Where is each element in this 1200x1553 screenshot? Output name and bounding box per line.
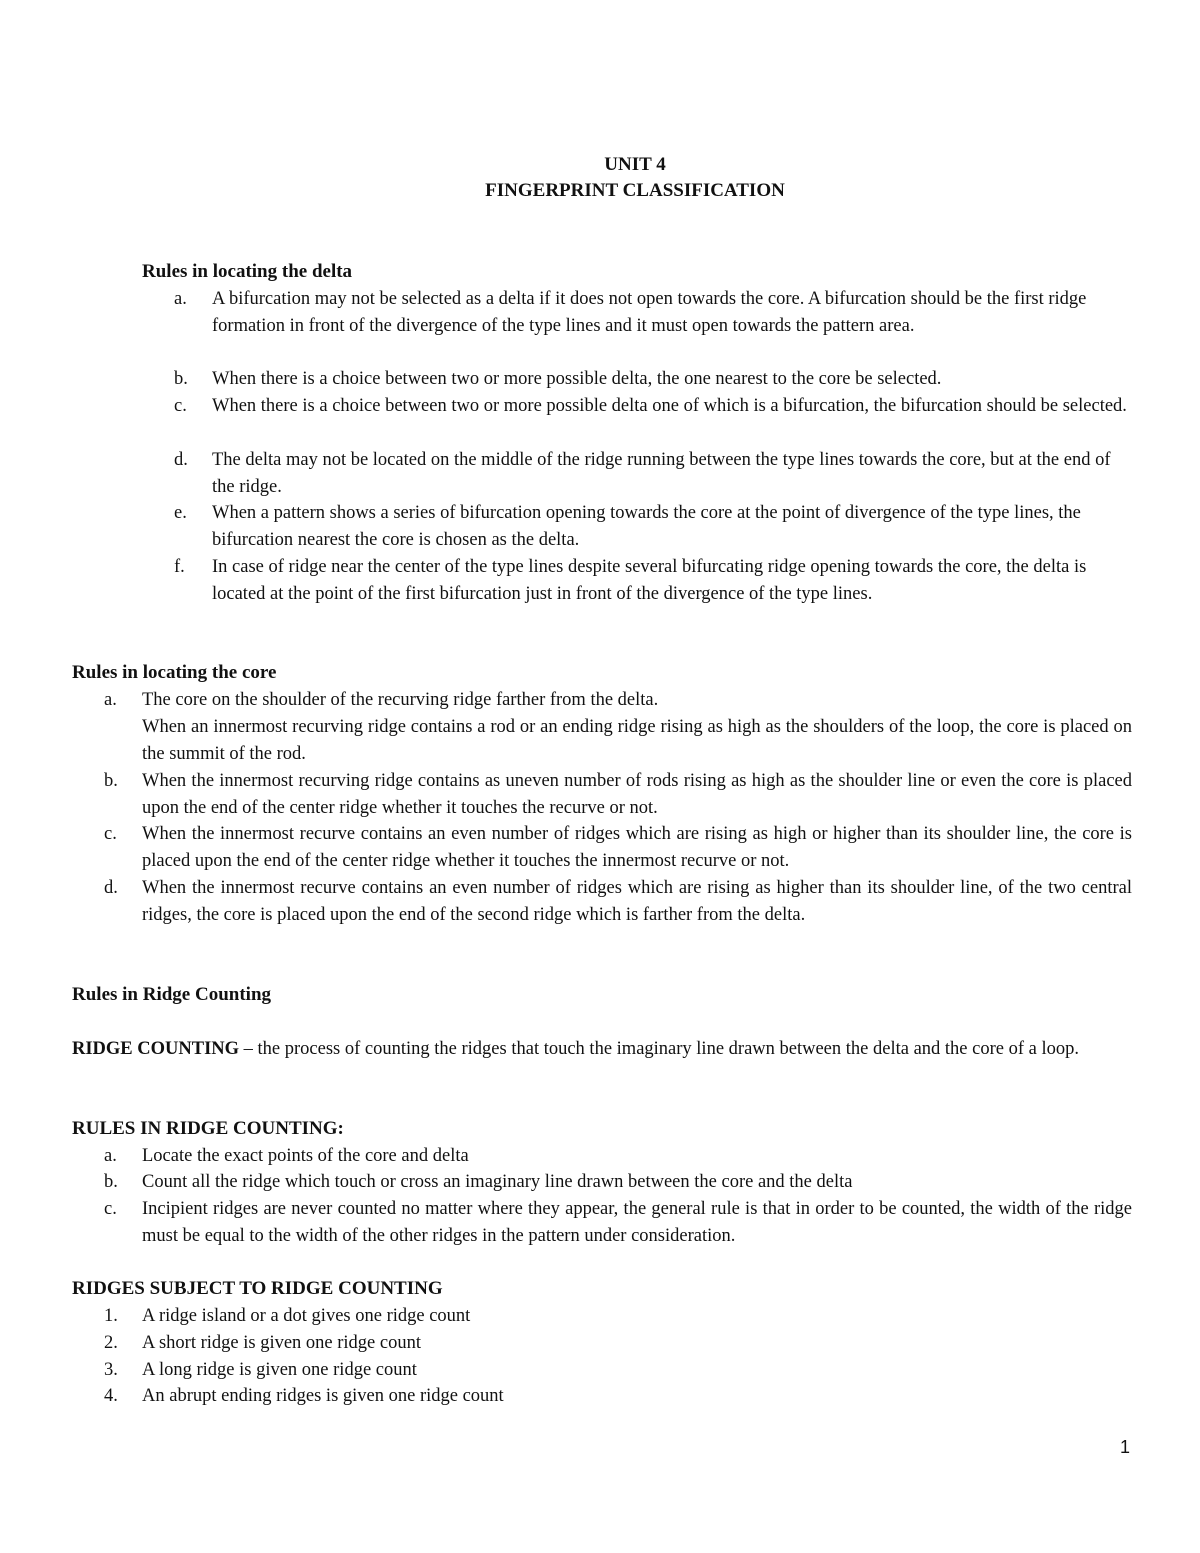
- list-text: A long ridge is given one ridge count: [142, 1360, 417, 1380]
- list-text: Locate the exact points of the core and delta: [142, 1146, 469, 1166]
- list-text: The core on the shoulder of the recurving ridge farther from the delta.: [142, 690, 659, 710]
- list-marker: e.: [174, 503, 187, 523]
- list-text: When the innermost recurve contains an even number of ridges which are rising as higher than its shoulder line, of the two central ridges, the core is placed upon the end of the second ridge which is farther from the delta.: [142, 878, 1132, 925]
- list-marker: c.: [104, 824, 117, 844]
- page-title: FINGERPRINT CLASSIFICATION: [485, 180, 785, 201]
- list-text: Incipient ridges are never counted no matter where they appear, the general rule is that in order to be counted, the width of the ridge must be equal to the width of the other ridges in the pattern under consideration.: [142, 1199, 1132, 1246]
- list-marker: 2.: [104, 1333, 118, 1353]
- list-text: When an innermost recurving ridge contains a rod or an ending ridge rising as high as the shoulders of the loop, the core is placed on the summit of the rod.: [142, 717, 1132, 764]
- list-marker: 1.: [104, 1306, 118, 1326]
- list-text: When a pattern shows a series of bifurcation opening towards the core at the point of divergence of the type lines, the bifurcation nearest the core is chosen as the delta.: [212, 503, 1081, 550]
- list-marker: a.: [104, 690, 117, 710]
- list-text: The delta may not be located on the middle of the ridge running between the type lines towards the core, but at the end of the ridge.: [212, 450, 1111, 497]
- list-marker: b.: [104, 1172, 118, 1192]
- definition-term: RIDGE COUNTING: [72, 1039, 240, 1059]
- list-marker: b.: [104, 771, 118, 791]
- unit-label: UNIT 4: [604, 154, 666, 175]
- list-marker: 4.: [104, 1386, 118, 1406]
- page-number: 1: [1120, 1437, 1131, 1457]
- list-marker: c.: [174, 396, 187, 416]
- ridge-counting-definition: [72, 1036, 1130, 1063]
- delta-rules-heading: Rules in locating the delta: [142, 261, 353, 282]
- list-text: In case of ridge near the center of the type lines despite several bifurcating ridge opening towards the core, the delta is located at the point of the first bifurcation just in front of the divergence of the type lines.: [212, 557, 1087, 604]
- list-marker: f.: [174, 557, 185, 577]
- list-text: When there is a choice between two or more possible delta one of which is a bifurcation, the bifurcation should be selected.: [212, 396, 1127, 416]
- list-text: When there is a choice between two or more possible delta, the one nearest to the core be selected.: [212, 369, 942, 389]
- core-rules-heading: Rules in locating the core: [72, 662, 277, 683]
- list-text: A ridge island or a dot gives one ridge count: [142, 1306, 471, 1326]
- list-text: When the innermost recurving ridge contains as uneven number of rods rising as high as the shoulder line or even the core is placed upon the end of the center ridge whether it touches the recurve or not.: [142, 771, 1132, 818]
- list-marker: d.: [174, 450, 188, 470]
- list-marker: a.: [104, 1146, 117, 1166]
- ridge-rules-heading: RULES IN RIDGE COUNTING:: [72, 1118, 344, 1139]
- list-marker: c.: [104, 1199, 117, 1219]
- ridge-counting-heading: Rules in Ridge Counting: [72, 984, 272, 1005]
- list-marker: b.: [174, 369, 188, 389]
- definition-text: – the process of counting the ridges that touch the imaginary line drawn between the delta and the core of a loop.: [239, 1039, 1079, 1059]
- list-marker: a.: [174, 289, 187, 309]
- list-marker: d.: [104, 878, 118, 898]
- subject-heading: RIDGES SUBJECT TO RIDGE COUNTING: [72, 1278, 443, 1299]
- list-text: When the innermost recurve contains an even number of ridges which are rising as high or higher than its shoulder line, the core is placed upon the end of the center ridge whether it touches the innermost recurve or not.: [142, 824, 1132, 871]
- list-text: An abrupt ending ridges is given one ridge count: [142, 1386, 504, 1406]
- list-text: A bifurcation may not be selected as a delta if it does not open towards the core. A bifurcation should be the first ridge formation in front of the divergence of the type lines and it must open towards the pattern area.: [212, 289, 1087, 336]
- list-text: A short ridge is given one ridge count: [142, 1333, 421, 1353]
- list-marker: 3.: [104, 1360, 118, 1380]
- list-text: Count all the ridge which touch or cross an imaginary line drawn between the core and the delta: [142, 1172, 853, 1192]
